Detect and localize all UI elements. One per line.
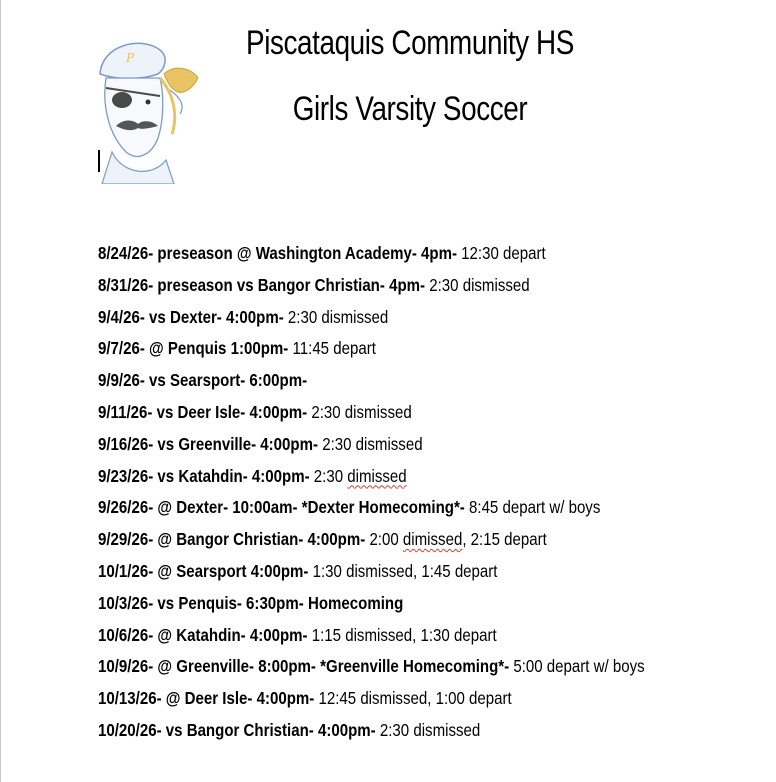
- schedule-row: [98, 588, 666, 620]
- game-note: 8:45 depart w/ boys: [464, 497, 601, 518]
- schedule-row: [98, 524, 666, 556]
- schedule-row: [98, 683, 666, 715]
- game-note-tail: , 2:15 depart: [462, 529, 547, 550]
- game-info: 10/20/26- vs Bangor Christian- 4:00pm-: [98, 719, 376, 740]
- game-note: 2:30: [309, 465, 348, 486]
- schedule-row: [98, 397, 666, 429]
- page-edge: [0, 0, 1, 782]
- schedule-row: [98, 238, 666, 270]
- game-note: 2:30 dismissed: [425, 274, 530, 295]
- game-info: 8/31/26- preseason vs Bangor Christian- 4pm-: [98, 274, 426, 295]
- page-title: Piscataquis Community HS: [246, 24, 574, 62]
- schedule-row: [98, 492, 666, 524]
- game-note: 5:00 depart w/ boys: [509, 656, 645, 677]
- schedule-row: [98, 715, 666, 747]
- game-info: 8/24/26- preseason @ Washington Academy- 4pm-: [98, 243, 457, 263]
- game-info: 10/13/26- @ Deer Isle- 4:00pm-: [98, 688, 315, 709]
- schedule-row: [98, 302, 666, 334]
- schedule-row: [98, 429, 666, 461]
- game-note: 2:30 dismissed: [375, 719, 481, 740]
- game-schedule: [98, 238, 758, 747]
- game-note: 2:30 dismissed: [307, 401, 412, 422]
- game-note: 2:30 dismissed: [283, 306, 389, 327]
- schedule-row: [98, 365, 666, 397]
- misspelled-word: dimissed: [347, 465, 407, 486]
- game-info: 10/6/26- @ Katahdin- 4:00pm-: [98, 624, 308, 645]
- pirate-mascot-icon: [82, 34, 202, 184]
- game-info: 10/9/26- @ Greenville- 8:00pm- *Greenville Homecoming*-: [98, 656, 510, 677]
- game-info: 9/4/26- vs Dexter- 4:00pm-: [98, 306, 284, 327]
- svg-text:P: P: [126, 51, 135, 65]
- game-info: 9/23/26- vs Katahdin- 4:00pm-: [98, 465, 310, 486]
- schedule-row: [98, 333, 666, 365]
- game-info: 9/9/26- vs Searsport- 6:00pm-: [98, 370, 308, 391]
- page-subtitle: Girls Varsity Soccer: [292, 90, 528, 128]
- game-info: 10/3/26- vs Penquis- 6:30pm- Homecoming: [98, 592, 404, 613]
- text-cursor: [98, 150, 100, 172]
- schedule-row: [98, 651, 666, 683]
- schedule-row: [98, 270, 666, 302]
- game-note: 2:00: [365, 529, 403, 550]
- game-info: 10/1/26- @ Searsport 4:00pm-: [98, 560, 309, 581]
- game-note: 12:45 dismissed, 1:00 depart: [314, 688, 512, 709]
- misspelled-word: dimissed: [402, 529, 463, 550]
- schedule-row: [98, 461, 666, 493]
- game-info: 9/11/26- vs Deer Isle- 4:00pm-: [98, 401, 308, 422]
- game-info: 9/29/26- @ Bangor Christian- 4:00pm-: [98, 529, 366, 550]
- game-note: 11:45 depart: [288, 338, 376, 359]
- game-note: 2:30 dismissed: [318, 433, 423, 454]
- game-info: 9/7/26- @ Penquis 1:00pm-: [98, 338, 289, 359]
- schedule-row: [98, 556, 666, 588]
- game-info: 9/16/26- vs Greenville- 4:00pm-: [98, 433, 319, 454]
- game-note: 12:30 depart: [456, 243, 546, 263]
- game-info: 9/26/26- @ Dexter- 10:00am- *Dexter Homecoming*-: [98, 497, 465, 518]
- schedule-row: [98, 620, 666, 652]
- game-note: 1:15 dismissed, 1:30 depart: [307, 624, 497, 645]
- game-note: 1:30 dismissed, 1:45 depart: [308, 560, 498, 581]
